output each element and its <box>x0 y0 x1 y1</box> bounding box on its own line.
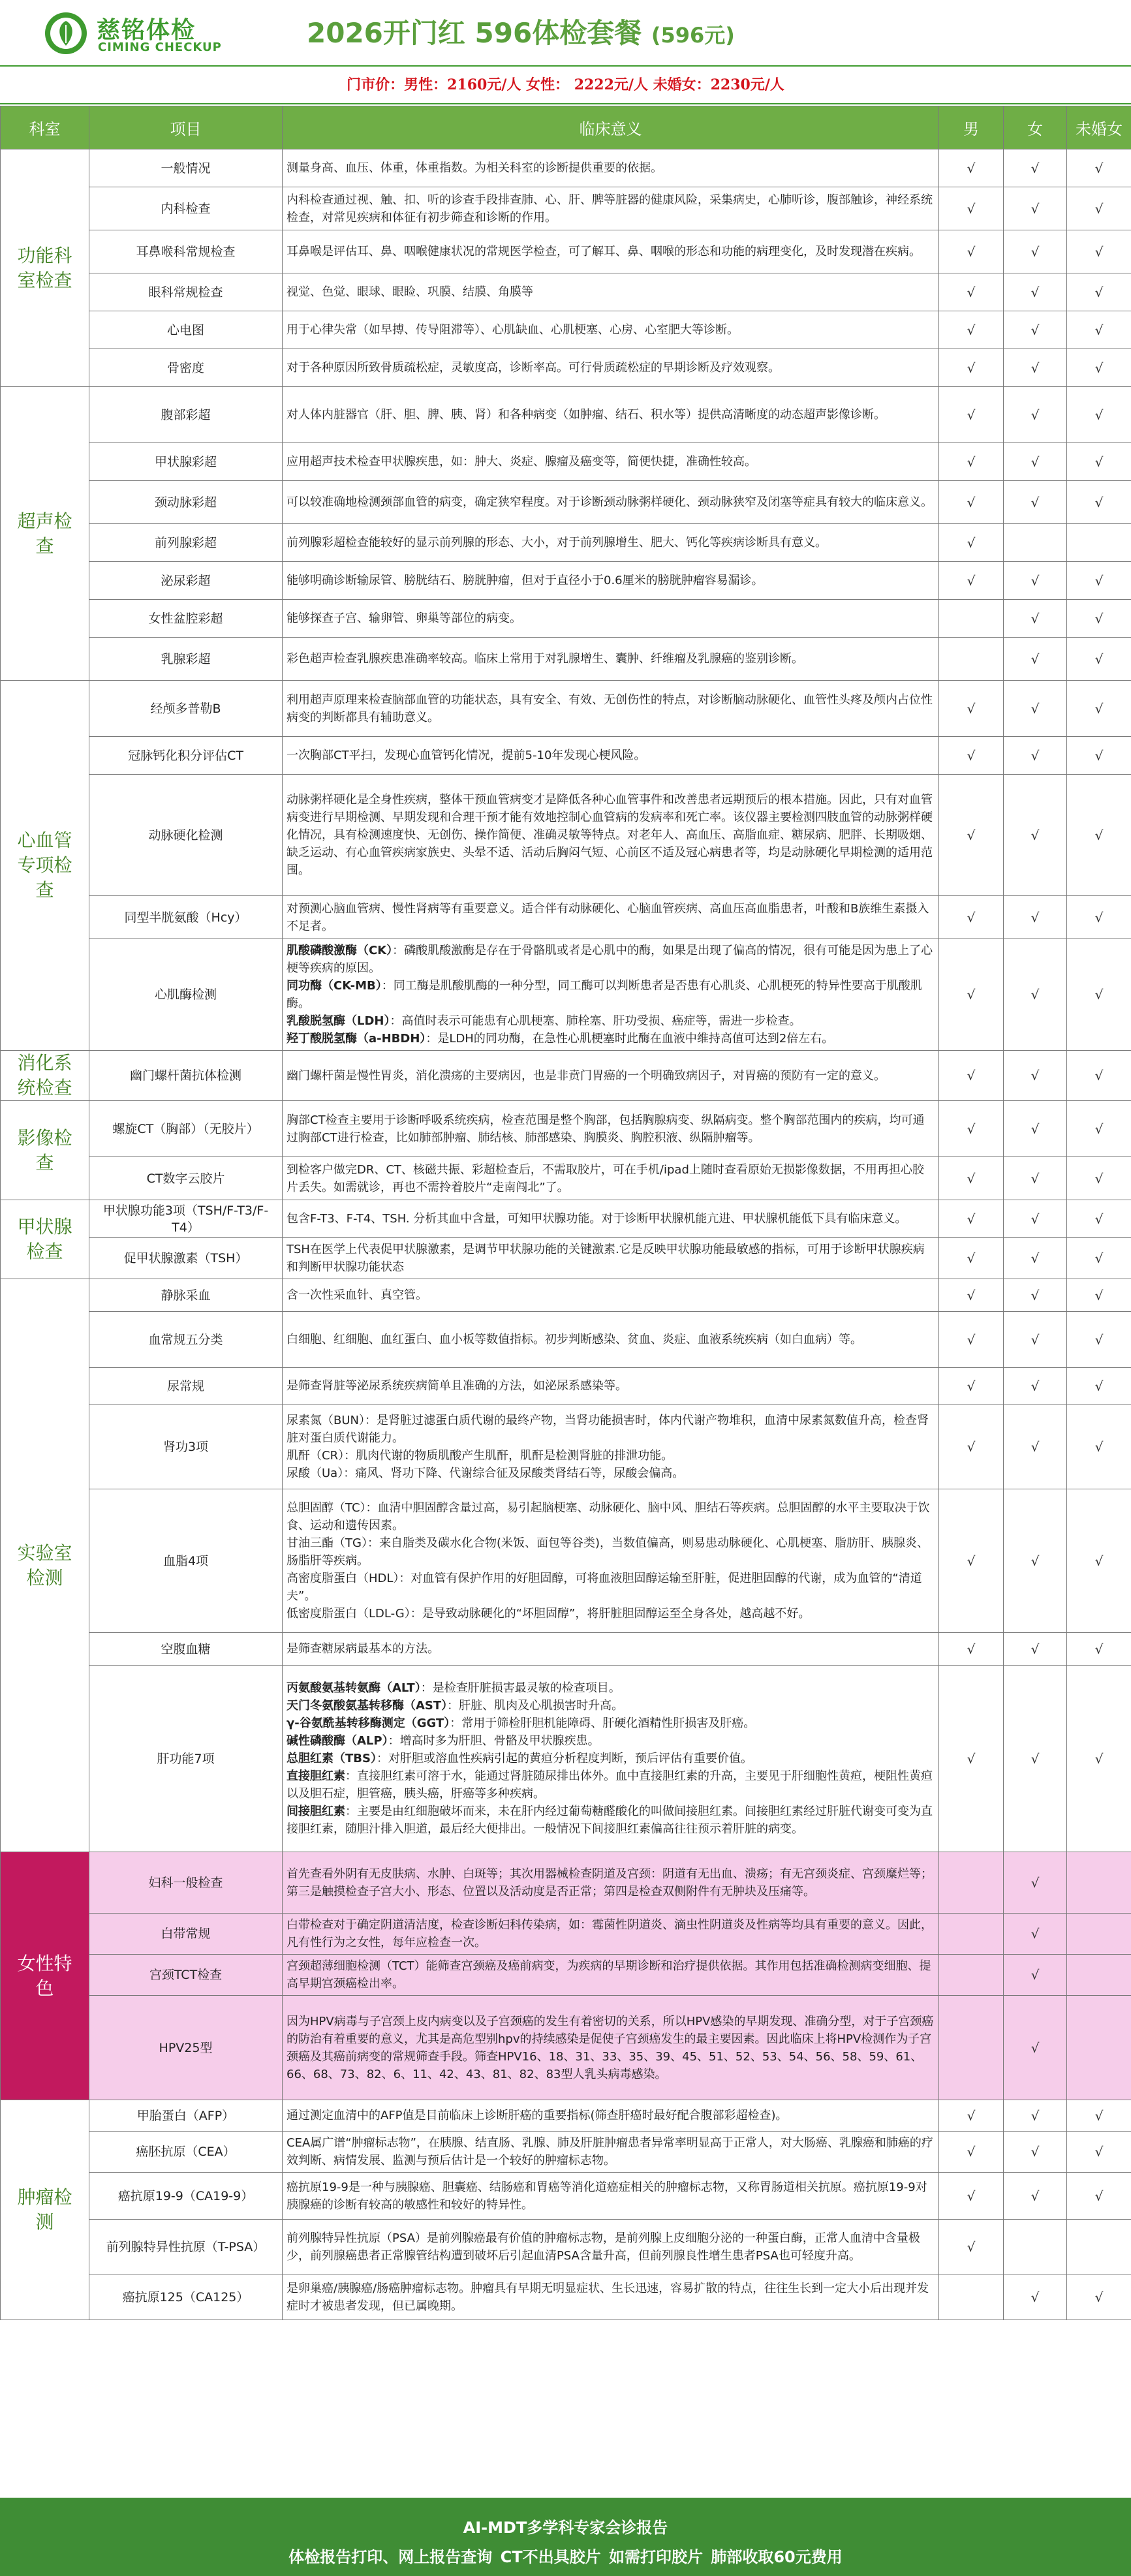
check-female: √ <box>1004 1157 1067 1200</box>
check-female: √ <box>1004 1996 1067 2100</box>
meaning-line: 尿素氮（BUN）：是肾脏过滤蛋白质代谢的最终产物，当肾功能损害时，体内代谢产物堆积，血清中尿素氮数值升高，检查肾脏对蛋白质代谢能力。 <box>287 1413 929 1445</box>
table-row <box>1 562 1131 600</box>
table-row <box>1 187 1131 230</box>
check-unmarried-female: √ <box>1067 443 1131 481</box>
check-unmarried-female: √ <box>1067 1238 1131 1279</box>
item-cell: 肾功3项 <box>89 1404 283 1489</box>
check-male: √ <box>939 273 1004 311</box>
check-male: √ <box>939 1238 1004 1279</box>
clinical-meaning-cell: 对预测心脑血管病、慢性肾病等有重要意义。适合伴有动脉硬化、心脑血管疾病、高血压高血脂患者，叶酸和B族维生素摄入不足者。 <box>283 896 939 939</box>
check-unmarried-female: √ <box>1067 737 1131 775</box>
check-male: √ <box>939 2173 1004 2220</box>
category-cell: 功能科室检查 <box>1 149 89 387</box>
check-male: √ <box>939 1157 1004 1200</box>
check-male: √ <box>939 349 1004 387</box>
check-male: √ <box>939 1312 1004 1368</box>
package-table <box>0 106 1131 2320</box>
check-unmarried-female: √ <box>1067 2173 1131 2220</box>
check-female: √ <box>1004 2173 1067 2220</box>
check-female: √ <box>1004 681 1067 737</box>
clinical-meaning-cell: 内科检查通过视、触、扣、听的诊查手段排查肺、心、肝、脾等脏器的健康风险，采集病史，心肺听诊，腹部触诊，神经系统检查，对常见疾病和体征有初步筛查和诊断的作用。 <box>283 187 939 230</box>
check-unmarried-female: √ <box>1067 187 1131 230</box>
check-male: √ <box>939 481 1004 524</box>
check-female: √ <box>1004 1200 1067 1238</box>
table-row <box>1 443 1131 481</box>
clinical-meaning-cell: 到检客户做完DR、CT、核磁共振、彩超检查后，不需取胶片，可在手机/ipad上随时查看原始无损影像数据，不用再担心胶片丢失。如需就诊，再也不需拎着胶片“走南闯北”了。 <box>283 1157 939 1200</box>
check-unmarried-female: √ <box>1067 1312 1131 1368</box>
clinical-meaning-cell: 利用超声原理来检查脑部血管的功能状态，具有安全、有效、无创伤性的特点，对诊断脑动脉硬化、血管性头疼及颅内占位性病变的判断都具有辅助意义。 <box>283 681 939 737</box>
check-unmarried-female: √ <box>1067 1051 1131 1101</box>
table-row <box>1 775 1131 896</box>
item-cell: 前列腺特异性抗原（T-PSA） <box>89 2220 283 2274</box>
table-row <box>1 2220 1131 2274</box>
category-cell: 女性特色 <box>1 1852 89 2100</box>
clinical-meaning-cell: 应用超声技术检查甲状腺疾患，如：肿大、炎症、腺瘤及癌变等，简便快捷，准确性较高。 <box>283 443 939 481</box>
meaning-term: 总胆红素（TBS） <box>287 1752 377 1765</box>
check-male: √ <box>939 1633 1004 1666</box>
check-male: √ <box>939 2220 1004 2274</box>
check-male: √ <box>939 1666 1004 1852</box>
check-female: √ <box>1004 1404 1067 1489</box>
clinical-meaning-cell: 通过测定血清中的AFP值是目前临床上诊断肝癌的重要指标(筛查肝癌时最好配合腹部彩超检查)。 <box>283 2100 939 2132</box>
category-cell: 甲状腺检查 <box>1 1200 89 1279</box>
check-female: √ <box>1004 2274 1067 2320</box>
check-male: √ <box>939 681 1004 737</box>
meaning-term: 天门冬氨酸氨基转移酶（AST） <box>287 1699 448 1713</box>
meaning-line: 尿酸（Ua）：痛风、肾功下降、代谢综合征及尿酸类肾结石等，尿酸会偏高。 <box>287 1466 685 1480</box>
table-row <box>1 1852 1131 1914</box>
item-cell: 颈动脉彩超 <box>89 481 283 524</box>
col-header-unmarried-female: 未婚女 <box>1067 106 1131 149</box>
item-cell: 腹部彩超 <box>89 387 283 443</box>
check-unmarried-female: √ <box>1067 600 1131 638</box>
table-row <box>1 896 1131 939</box>
meaning-line: 高密度脂蛋白（HDL）：对血管有保护作用的好胆固醇，可将血液胆固醇运输至肝脏，促进胆固醇的代谢，成为血管的“清道夫”。 <box>287 1572 922 1603</box>
table-row <box>1 2132 1131 2173</box>
category-cell: 肿瘤检测 <box>1 2100 89 2320</box>
table-row <box>1 149 1131 187</box>
check-male <box>939 600 1004 638</box>
table-row <box>1 311 1131 349</box>
meaning-term: 间接胆红素 <box>287 1805 345 1818</box>
check-unmarried-female: √ <box>1067 1279 1131 1312</box>
check-female: √ <box>1004 896 1067 939</box>
price-text: 门市价：男性：2160元/人 女性： 2222元/人 未婚女：2230元/人 <box>347 76 784 93</box>
check-unmarried-female: √ <box>1067 638 1131 681</box>
item-cell: 尿常规 <box>89 1368 283 1404</box>
check-female: √ <box>1004 737 1067 775</box>
check-unmarried-female: √ <box>1067 2100 1131 2132</box>
item-cell: 白带常规 <box>89 1914 283 1955</box>
check-female: √ <box>1004 311 1067 349</box>
check-female: √ <box>1004 1489 1067 1633</box>
table-row <box>1 681 1131 737</box>
check-female: √ <box>1004 273 1067 311</box>
category-cell: 心血管专项检查 <box>1 681 89 1051</box>
price-line <box>0 65 1131 104</box>
check-female <box>1004 2220 1067 2274</box>
check-male: √ <box>939 1200 1004 1238</box>
clinical-meaning-cell: 彩色超声检查乳腺疾患准确率较高。临床上常用于对乳腺增生、囊肿、纤维瘤及乳腺癌的鉴别诊断。 <box>283 638 939 681</box>
clinical-meaning-cell: 对人体内脏器官（肝、胆、脾、胰、肾）和各种病变（如肿瘤、结石、积水等）提供高清晰度的动态超声影像诊断。 <box>283 387 939 443</box>
check-female: √ <box>1004 600 1067 638</box>
table-row <box>1 1914 1131 1955</box>
clinical-meaning-cell: 动脉粥样硬化是全身性疾病，整体干预血管病变才是降低各种心血管事件和改善患者远期预后的根本措施。因此，只有对血管病变进行早期检测、早期发现和合理干预才能有效地控制心血管病的发病率和死亡率。该仪器主要检测四肢血管的动脉粥样硬化情况，具有检测速度快、无创伤、操作简便、准确灵敏等特点。对老年人、高血压、高脂血症、糖尿病、肥胖、长期吸烟、缺乏运动、有心血管疾病家族史、头晕不适、活动后胸闷气短、心前区不适及冠心病患者等，均是动脉硬化早期检测的适用范围。 <box>283 775 939 896</box>
check-unmarried-female: √ <box>1067 311 1131 349</box>
clinical-meaning-cell <box>283 1489 939 1633</box>
col-header-department: 科室 <box>1 106 89 149</box>
check-unmarried-female: √ <box>1067 1404 1131 1489</box>
check-female: √ <box>1004 1279 1067 1312</box>
check-unmarried-female: √ <box>1067 349 1131 387</box>
check-unmarried-female <box>1067 2220 1131 2274</box>
clinical-meaning-cell: 视觉、色觉、眼球、眼睑、巩膜、结膜、角膜等 <box>283 273 939 311</box>
check-female: √ <box>1004 1312 1067 1368</box>
clinical-meaning-cell: 是筛查糖尿病最基本的方法。 <box>283 1633 939 1666</box>
table-row <box>1 481 1131 524</box>
clinical-meaning-cell <box>283 1666 939 1852</box>
col-header-female: 女 <box>1004 106 1067 149</box>
check-unmarried-female <box>1067 1852 1131 1914</box>
item-cell: 骨密度 <box>89 349 283 387</box>
clinical-meaning-cell <box>283 1404 939 1489</box>
item-cell: 促甲状腺激素（TSH） <box>89 1238 283 1279</box>
check-male: √ <box>939 2100 1004 2132</box>
check-unmarried-female: √ <box>1067 230 1131 273</box>
item-cell: 甲状腺功能3项（TSH/F-T3/F-T4） <box>89 1200 283 1238</box>
clinical-meaning-cell: 胸部CT检查主要用于诊断呼吸系统疾病，检查范围是整个胸部，包括胸腺病变、纵隔病变。整个胸部范围内的疾病，均可通过胸部CT进行检查，比如肺部肿瘤、肺结核、肺部感染、胸膜炎、胸腔积液、纵隔肿瘤等。 <box>283 1101 939 1157</box>
clinical-meaning-cell: 能够探查子宫、输卵管、卵巢等部位的病变。 <box>283 600 939 638</box>
item-cell: 血常规五分类 <box>89 1312 283 1368</box>
check-unmarried-female: √ <box>1067 1633 1131 1666</box>
check-male: √ <box>939 737 1004 775</box>
check-female <box>1004 524 1067 562</box>
clinical-meaning-cell: 含一次性采血针、真空管。 <box>283 1279 939 1312</box>
table-row <box>1 1157 1131 1200</box>
table-row <box>1 2173 1131 2220</box>
package-table-wrapper <box>0 106 1131 2320</box>
clinical-meaning-cell: 幽门螺杆菌是慢性胃炎，消化溃疡的主要病因，也是非贲门胃癌的一个明确致病因子，对胃癌的预防有一定的意义。 <box>283 1051 939 1101</box>
item-cell: 癌胚抗原（CEA） <box>89 2132 283 2173</box>
check-male <box>939 2274 1004 2320</box>
check-female: √ <box>1004 1238 1067 1279</box>
clinical-meaning-cell: TSH在医学上代表促甲状腺激素，是调节甲状腺功能的关键激素.它是反映甲状腺功能最敏感的指标，可用于诊断甲状腺疾病和判断甲状腺功能状态 <box>283 1238 939 1279</box>
footer-line-2: 体检报告打印、网上报告查询 CT不出具胶片 如需打印胶片 肺部收取60元费用 <box>288 2548 843 2566</box>
check-unmarried-female: √ <box>1067 387 1131 443</box>
table-body <box>1 149 1131 2320</box>
table-row <box>1 1101 1131 1157</box>
check-male <box>939 1996 1004 2100</box>
clinical-meaning-cell: 能够明确诊断输尿管、膀胱结石、膀胱肿瘤，但对于直径小于0.6厘米的膀胱肿瘤容易漏诊。 <box>283 562 939 600</box>
meaning-line: 天门冬氨酸氨基转移酶（AST）：肝脏、肌肉及心肌损害时升高。 <box>287 1699 624 1713</box>
item-cell: 肝功能7项 <box>89 1666 283 1852</box>
brand-name: 慈铭体检 <box>97 16 196 44</box>
check-unmarried-female <box>1067 1996 1131 2100</box>
table-row <box>1 1666 1131 1852</box>
item-cell: 同型半胱氨酸（Hcy） <box>89 896 283 939</box>
meaning-line: 低密度脂蛋白（LDL-G）：是导致动脉硬化的“坏胆固醇”，将肝脏胆固醇运至全身各处，越高越不好。 <box>287 1607 811 1621</box>
table-row <box>1 1200 1131 1238</box>
meaning-line: 乳酸脱氢酶（LDH）：高值时表示可能患有心肌梗塞、肺栓塞、肝功受损、癌症等，需进一步检查。 <box>287 1014 801 1028</box>
check-unmarried-female: √ <box>1067 681 1131 737</box>
item-cell: HPV25型 <box>89 1996 283 2100</box>
check-male: √ <box>939 1279 1004 1312</box>
check-unmarried-female: √ <box>1067 149 1131 187</box>
table-row <box>1 1489 1131 1633</box>
check-male <box>939 638 1004 681</box>
clinical-meaning-cell: 因为HPV病毒与子宫颈上皮内病变以及子宫颈癌的发生有着密切的关系，所以HPV感染的早期发现、准确分型，对于子宫颈癌的防治有着重要的意义，尤其是高危型别hpv的持续感染是促使子宫颈癌发生的最主要因素。因此临床上将HPV检测作为子宫颈癌及其癌前病变的常规筛查手段。筛查HPV16、18、31、33、35、39、45、51、52、53、54、56、58、59、61、66、68、73、82、6、11、42、43、81、82、83型人乳头病毒感染。 <box>283 1996 939 2100</box>
check-male: √ <box>939 775 1004 896</box>
check-male: √ <box>939 2132 1004 2173</box>
brand-name-en: CIMING CHECKUP <box>98 40 222 54</box>
item-cell: 癌抗原19-9（CA19-9） <box>89 2173 283 2220</box>
clinical-meaning-cell: CEA属广谱“肿瘤标志物”，在胰腺、结直肠、乳腺、肺及肝脏肿瘤患者异常率明显高于正常人，对大肠癌、乳腺癌和肺癌的疗效判断、病情发展、监测与预后估计是一个较好的肿瘤标志物。 <box>283 2132 939 2173</box>
check-unmarried-female: √ <box>1067 1489 1131 1633</box>
clinical-meaning-cell: 用于心律失常（如早搏、传导阻滞等）、心肌缺血、心肌梗塞、心房、心室肥大等诊断。 <box>283 311 939 349</box>
meaning-line: 直接胆红素：直接胆红素可溶于水，能通过肾脏随尿排出体外。血中直接胆红素的升高，主要见于肝细胞性黄疸，梗阻性黄疸以及胆石症，胆管癌，胰头癌，肝癌等多种疾病。 <box>287 1769 933 1801</box>
clinical-meaning-cell: 是筛查肾脏等泌尿系统疾病简单且准确的方法，如泌尿系感染等。 <box>283 1368 939 1404</box>
check-male: √ <box>939 187 1004 230</box>
check-female: √ <box>1004 1955 1067 1996</box>
check-female: √ <box>1004 149 1067 187</box>
item-cell: 静脉采血 <box>89 1279 283 1312</box>
meaning-term: 直接胆红素 <box>287 1769 345 1783</box>
check-unmarried-female: √ <box>1067 775 1131 896</box>
check-male: √ <box>939 149 1004 187</box>
meaning-line: 肌酸磷酸激酶（CK）：磷酸肌酸激酶是存在于骨骼肌或者是心肌中的酶，如果是出现了偏高的情况，很有可能是因为患上了心梗等疾病的原因。 <box>287 944 933 975</box>
table-row <box>1 524 1131 562</box>
check-male: √ <box>939 387 1004 443</box>
item-cell: 耳鼻喉科常规检查 <box>89 230 283 273</box>
meaning-line: 丙氨酸氨基转氨酶（ALT）：是检查肝脏损害最灵敏的检查项目。 <box>287 1681 621 1695</box>
meaning-term: 肌酸磷酸激酶（CK） <box>287 944 393 957</box>
clinical-meaning-cell: 可以较准确地检测颈部血管的病变，确定狭窄程度。对于诊断颈动脉粥样硬化、颈动脉狭窄及闭塞等症具有较大的临床意义。 <box>283 481 939 524</box>
check-unmarried-female: √ <box>1067 1200 1131 1238</box>
clinical-meaning-cell: 对于各种原因所致骨质疏松症，灵敏度高，诊断率高。可行骨质疏松症的早期诊断及疗效观察。 <box>283 349 939 387</box>
col-header-item: 项目 <box>89 106 283 149</box>
table-row <box>1 387 1131 443</box>
check-male: √ <box>939 1404 1004 1489</box>
check-unmarried-female: √ <box>1067 896 1131 939</box>
table-row <box>1 1312 1131 1368</box>
title-main: 2026开门红 596体检套餐 <box>307 17 642 49</box>
meaning-line: 间接胆红素：主要是由红细胞破坏而来，未在肝内经过葡萄糖醛酸化的叫做间接胆红素。间接胆红素经过肝脏代谢变可变为直接胆红素，随胆汁排入胆道，最后经大便排出。一般情况下间接胆红素偏高往往预示着肝脏的病变。 <box>287 1805 933 1836</box>
check-unmarried-female <box>1067 524 1131 562</box>
clinical-meaning-cell: 前列腺彩超检查能较好的显示前列腺的形态、大小，对于前列腺增生、肥大、钙化等疾病诊断具有意义。 <box>283 524 939 562</box>
check-male: √ <box>939 1051 1004 1101</box>
table-row <box>1 1279 1131 1312</box>
category-cell: 实验室检测 <box>1 1279 89 1852</box>
check-male: √ <box>939 562 1004 600</box>
table-row <box>1 2100 1131 2132</box>
check-female: √ <box>1004 1051 1067 1101</box>
meaning-line: 碱性磷酸酶（ALP）：增高时多为肝胆、骨骼及甲状腺疾患。 <box>287 1734 600 1748</box>
check-male: √ <box>939 1368 1004 1404</box>
footer <box>0 2498 1131 2576</box>
check-male: √ <box>939 443 1004 481</box>
table-row <box>1 600 1131 638</box>
check-female: √ <box>1004 349 1067 387</box>
clinical-meaning-cell: 癌抗原19-9是一种与胰腺癌、胆囊癌、结肠癌和胃癌等消化道癌症相关的肿瘤标志物，又称胃肠道相关抗原。癌抗原19-9对胰腺癌的诊断有较高的敏感性和较好的特异性。 <box>283 2173 939 2220</box>
table-row <box>1 349 1131 387</box>
meaning-line: 甘油三酯（TG）：来自脂类及碳水化合物(米饭、面包等谷类)，当数值偏高，则易患动脉硬化、心肌梗塞、脂肪肝、胰腺炎、肠脂肝等疾病。 <box>287 1536 929 1568</box>
item-cell: 甲胎蛋白（AFP） <box>89 2100 283 2132</box>
item-cell: 泌尿彩超 <box>89 562 283 600</box>
check-female: √ <box>1004 1633 1067 1666</box>
table-row <box>1 1051 1131 1101</box>
clinical-meaning-cell: 一次胸部CT平扫，发现心血管钙化情况，提前5-10年发现心梗风险。 <box>283 737 939 775</box>
table-row <box>1 939 1131 1051</box>
meaning-line: 同功酶（CK-MB）：同工酶是肌酸肌酶的一种分型，同工酶可以判断患者是否患有心肌炎、心肌梗死的特异性要高于肌酸肌酶。 <box>287 979 922 1010</box>
item-cell: 乳腺彩超 <box>89 638 283 681</box>
title-price: (596元) <box>651 23 735 48</box>
item-cell: 癌抗原125（CA125） <box>89 2274 283 2320</box>
item-cell: 甲状腺彩超 <box>89 443 283 481</box>
check-male: √ <box>939 524 1004 562</box>
check-unmarried-female: √ <box>1067 1157 1131 1200</box>
check-unmarried-female: √ <box>1067 1101 1131 1157</box>
check-male: √ <box>939 311 1004 349</box>
item-cell: 前列腺彩超 <box>89 524 283 562</box>
category-cell: 超声检查 <box>1 387 89 681</box>
check-unmarried-female: √ <box>1067 2132 1131 2173</box>
table-header-row <box>1 106 1131 149</box>
check-unmarried-female: √ <box>1067 1666 1131 1852</box>
check-unmarried-female: √ <box>1067 273 1131 311</box>
meaning-term: γ-谷氨酰基转移酶测定（GGT） <box>287 1716 450 1730</box>
clinical-meaning-cell: 白带检查对于确定阴道清洁度，检查诊断妇科传染病，如：霉菌性阴道炎、滴虫性阴道炎及性病等均具有重要的意义。因此，凡有性行为之女性，每年应检查一次。 <box>283 1914 939 1955</box>
meaning-line: 总胆固醇（TC）：血清中胆固醇含量过高，易引起脑梗塞、动脉硬化、脑中风、胆结石等疾病。总胆固醇的水平主要取决于饮食、运动和遗传因素。 <box>287 1501 930 1532</box>
check-male: √ <box>939 230 1004 273</box>
check-female: √ <box>1004 939 1067 1051</box>
clinical-meaning-cell: 耳鼻喉是评估耳、鼻、咽喉健康状况的常规医学检查，可了解耳、鼻、咽喉的形态和功能的病理变化，及时发现潜在疾病。 <box>283 230 939 273</box>
item-cell: 心肌酶检测 <box>89 939 283 1051</box>
clinical-meaning-cell: 首先查看外阴有无皮肤病、水肿、白斑等；其次用器械检查阴道及宫颈：阴道有无出血、溃疡；有无宫颈炎症、宫颈糜烂等；第三是触摸检查子宫大小、形态、位置以及活动度是否正常；第四是检查双侧附件有无肿块及压痛等。 <box>283 1852 939 1914</box>
check-female: √ <box>1004 2100 1067 2132</box>
meaning-line: 肌酐（CR）：肌肉代谢的物质肌酸产生肌酐，肌酐是检测肾脏的排泄功能。 <box>287 1448 674 1463</box>
check-female: √ <box>1004 1914 1067 1955</box>
check-female: √ <box>1004 638 1067 681</box>
item-cell: 一般情况 <box>89 149 283 187</box>
table-row <box>1 230 1131 273</box>
header <box>0 0 1131 60</box>
item-cell: 冠脉钙化积分评估CT <box>89 737 283 775</box>
table-row <box>1 1404 1131 1489</box>
table-row <box>1 2274 1131 2320</box>
check-unmarried-female: √ <box>1067 1368 1131 1404</box>
item-cell: 心电图 <box>89 311 283 349</box>
check-male: √ <box>939 896 1004 939</box>
table-row <box>1 737 1131 775</box>
table-row <box>1 1996 1131 2100</box>
item-cell: 女性盆腔彩超 <box>89 600 283 638</box>
check-unmarried-female: √ <box>1067 562 1131 600</box>
check-female: √ <box>1004 387 1067 443</box>
check-unmarried-female: √ <box>1067 2274 1131 2320</box>
check-unmarried-female <box>1067 1955 1131 1996</box>
item-cell: 动脉硬化检测 <box>89 775 283 896</box>
table-row <box>1 638 1131 681</box>
meaning-term: 乳酸脱氢酶（LDH） <box>287 1014 390 1028</box>
check-male: √ <box>939 939 1004 1051</box>
check-female: √ <box>1004 562 1067 600</box>
item-cell: CT数字云胶片 <box>89 1157 283 1200</box>
check-male <box>939 1852 1004 1914</box>
table-row <box>1 273 1131 311</box>
check-female: √ <box>1004 1101 1067 1157</box>
clinical-meaning-cell: 前列腺特异性抗原（PSA）是前列腺癌最有价值的肿瘤标志物，是前列腺上皮细胞分泌的一种蛋白酶，正常人血清中含量极少，前列腺癌患者正常腺管结构遭到破坏后引起血清PSA含量升高，但前列腺良性增生患者PSA也可轻度升高。 <box>283 2220 939 2274</box>
item-cell: 眼科常规检查 <box>89 273 283 311</box>
item-cell: 内科检查 <box>89 187 283 230</box>
check-female: √ <box>1004 443 1067 481</box>
table-row <box>1 1368 1131 1404</box>
check-unmarried-female: √ <box>1067 939 1131 1051</box>
clinical-meaning-cell <box>283 939 939 1051</box>
item-cell: 宫颈TCT检查 <box>89 1955 283 1996</box>
check-male <box>939 1914 1004 1955</box>
check-female: √ <box>1004 230 1067 273</box>
table-row <box>1 1633 1131 1666</box>
clinical-meaning-cell: 是卵巢癌/胰腺癌/肠癌肿瘤标志物。肿瘤具有早期无明显症状、生长迅速，容易扩散的特点，往往生长到一定大小后出现并发症时才被患者发现，但已属晚期。 <box>283 2274 939 2320</box>
item-cell: 血脂4项 <box>89 1489 283 1633</box>
meaning-line: 总胆红素（TBS）：对肝胆或溶血性疾病引起的黄疸分析程度判断，预后评估有重要价值。 <box>287 1752 752 1765</box>
check-male: √ <box>939 1101 1004 1157</box>
clinical-meaning-cell: 宫颈超薄细胞检测（TCT）能筛查宫颈癌及癌前病变，为疾病的早期诊断和治疗提供依据。其作用包括准确检测病变细胞、提高早期宫颈癌检出率。 <box>283 1955 939 1996</box>
item-cell: 妇科一般检查 <box>89 1852 283 1914</box>
item-cell: 空腹血糖 <box>89 1633 283 1666</box>
category-cell: 影像检查 <box>1 1101 89 1200</box>
footer-line-1: AI-MDT多学科专家会诊报告 <box>463 2519 668 2537</box>
table-row <box>1 1955 1131 1996</box>
meaning-term: 同功酶（CK-MB） <box>287 979 382 993</box>
clinical-meaning-cell: 包含F-T3、F-T4、TSH. 分析其血中含量，可知甲状腺功能。对于诊断甲状腺机能亢进、甲状腺机能低下具有临床意义。 <box>283 1200 939 1238</box>
meaning-line: γ-谷氨酰基转移酶测定（GGT）：常用于筛检肝胆机能障碍、肝硬化酒精性肝损害及肝癌。 <box>287 1716 756 1730</box>
item-cell: 经颅多普勒B <box>89 681 283 737</box>
check-female: √ <box>1004 1368 1067 1404</box>
check-female: √ <box>1004 775 1067 896</box>
col-header-clinical-meaning: 临床意义 <box>283 106 939 149</box>
check-unmarried-female: √ <box>1067 481 1131 524</box>
category-cell: 消化系统检查 <box>1 1051 89 1101</box>
check-male: √ <box>939 1489 1004 1633</box>
check-unmarried-female <box>1067 1914 1131 1955</box>
check-female: √ <box>1004 1666 1067 1852</box>
leaf-circle-logo <box>43 10 89 56</box>
check-female: √ <box>1004 481 1067 524</box>
item-cell: 幽门螺杆菌抗体检测 <box>89 1051 283 1101</box>
meaning-term: 碱性磷酸酶（ALP） <box>287 1734 388 1748</box>
clinical-meaning-cell: 白细胞、红细胞、血红蛋白、血小板等数值指标。初步判断感染、贫血、炎症、血液系统疾病（如白血病）等。 <box>283 1312 939 1368</box>
meaning-line: 羟丁酸脱氢酶（a-HBDH）：是LDH的同功酶，在急性心肌梗塞时此酶在血液中维持高值可达到2倍左右。 <box>287 1032 834 1046</box>
check-female: √ <box>1004 187 1067 230</box>
check-female: √ <box>1004 1852 1067 1914</box>
meaning-term: 丙氨酸氨基转氨酶（ALT） <box>287 1681 421 1695</box>
clinical-meaning-cell: 测量身高、血压、体重，体重指数。为相关科室的诊断提供重要的依据。 <box>283 149 939 187</box>
check-female: √ <box>1004 2132 1067 2173</box>
col-header-male: 男 <box>939 106 1004 149</box>
page-title <box>307 12 829 51</box>
table-row <box>1 1238 1131 1279</box>
meaning-term: 羟丁酸脱氢酶（a-HBDH） <box>287 1032 426 1046</box>
check-male <box>939 1955 1004 1996</box>
item-cell: 螺旋CT（胸部）（无胶片） <box>89 1101 283 1157</box>
